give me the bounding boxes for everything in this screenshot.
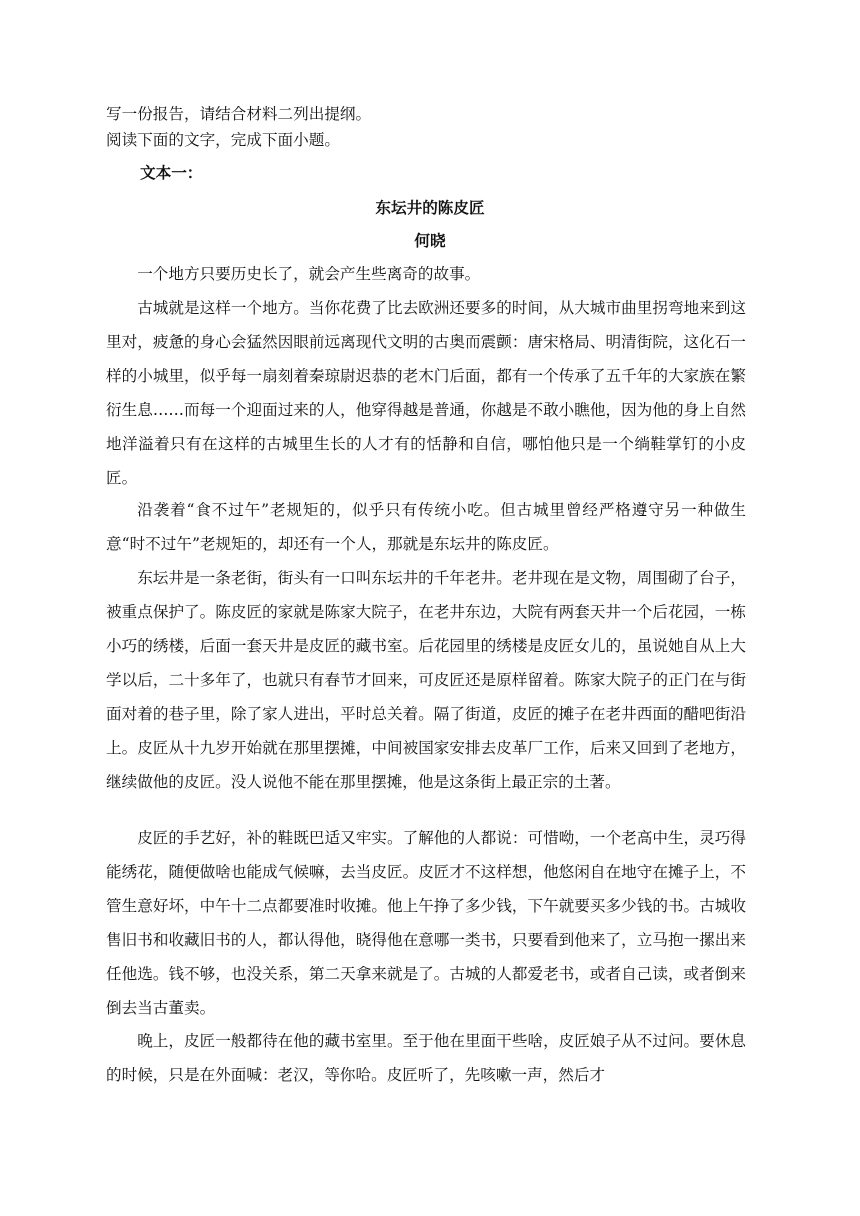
article-paragraph-2: 古城就是这样一个地方。当你花费了比去欧洲还要多的时间，从大城市曲里拐弯地来到这里对，疲惫的身心会猛然因眼前远离现代文明的古奥而震颤：唐宋格局、明清街院，这化石一样的小城里，似乎每一扇刻着秦琼尉迟恭的老木门后面，都有一个传承了五千年的大家族在繁衍生息……而每一个迎面过来的人，他穿得越是普通，你越是不敢小瞧他，因为他的身上自然地洋溢着只有在这样的古城里生长的人才有的恬静和自信，哪怕他只是一个绱鞋掌钉的小皮匠。 — [106, 299, 746, 487]
article-paragraph-3: 沿袭着“食不过午”老规矩的，似乎只有传统小吃。但古城里曾经严格遵守另一种做生意“时不过午”老规矩的，却还有一个人，那就是东坛井的陈皮匠。 — [106, 501, 746, 553]
article-paragraph-6: 晚上，皮匠一般都待在他的藏书室里。至于他在里面干些啥，皮匠娘子从不过问。要休息的时候，只是在外面喊：老汉，等你哈。皮匠听了，先咳嗽一声，然后才 — [106, 1032, 746, 1084]
article-author: 何晓 — [414, 231, 446, 250]
intro-line-1: 写一份报告，请结合材料二列出提纲。 — [106, 105, 372, 123]
article-paragraph-5: 皮匠的手艺好，补的鞋既巴适又牢实。了解他的人都说：可惜呦，一个老高中生，灵巧得能绣花，随便做啥也能成气候嘛，去当皮匠。皮匠才不这样想，他悠闲自在地守在摊子上，不管生意好坏，中午十二点都要准时收摊。他上午挣了多少钱，下午就要买多少钱的书。古城收售旧书和收藏旧书的人，都认得他，晓得他在意哪一类书，只要看到他来了，立马抱一摞出来任他选。钱不够，也没关系，第二天拿来就是了。古城的人都爱老书，或者自己读，或者倒来倒去当古董卖。 — [106, 829, 746, 1017]
article-paragraph-4: 东坛井是一条老街，街头有一口叫东坛井的千年老井。老井现在是文物，周围砌了台子，被重点保护了。陈皮匠的家就是陈家大院子，在老井东边，大院有两套天井一个后花园，一栋小巧的绣楼，后面一套天井是皮匠的藏书室。后花园里的绣楼是皮匠女儿的，虽说她自从上大学以后，二十多年了，也就只有春节才回来，可皮匠还是原样留着。陈家大院子的正门在与街面对着的巷子里，除了家人进出，平时总关着。隔了街道，皮匠的摊子在老井西面的醋吧街沿上。皮匠从十九岁开始就在那里摆摊，中间被国家安排去皮革厂工作，后来又回到了老地方，继续做他的皮匠。没人说他不能在那里摆摊，他是这条街上最正宗的土著。 — [106, 569, 746, 791]
article-paragraph-1: 一个地方只要历史长了，就会产生些离奇的故事。 — [137, 265, 481, 283]
intro-line-2: 阅读下面的文字，完成下面小题。 — [106, 131, 340, 149]
section-label: 文本一： — [140, 163, 203, 182]
article-title: 东坛井的陈皮匠 — [375, 198, 485, 217]
